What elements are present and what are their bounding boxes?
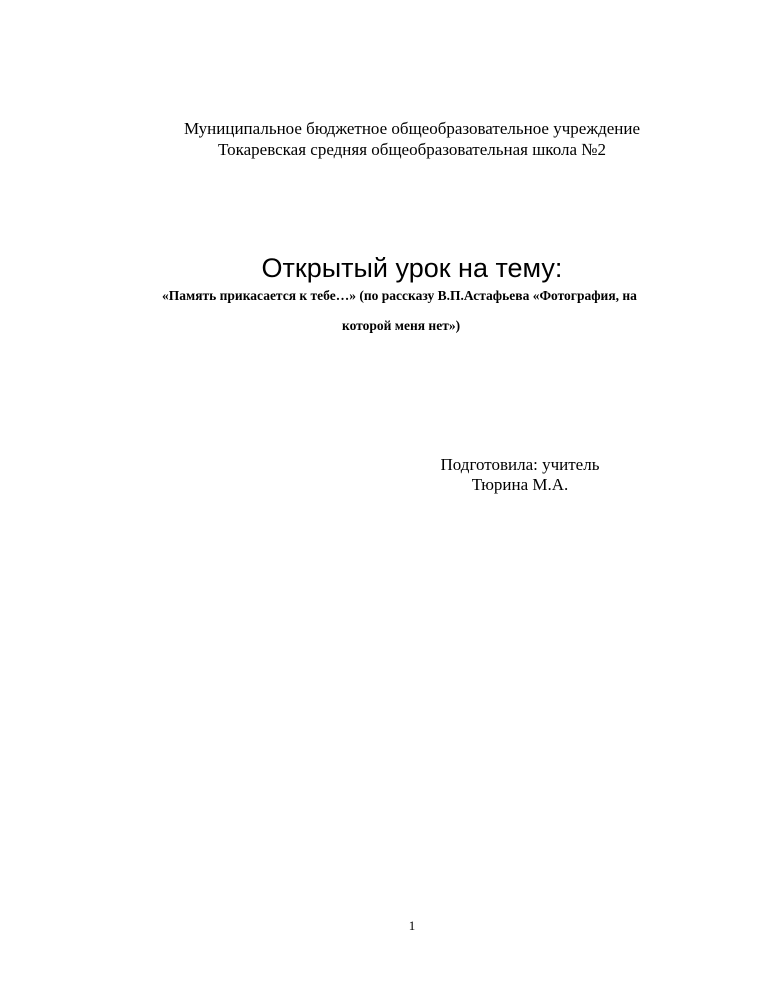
institution-name-line: Муниципальное бюджетное общеобразовательное учреждение (183, 119, 641, 138)
lesson-title: Открытый урок на тему: (261, 253, 563, 283)
author-block (390, 455, 650, 495)
institution-header (0, 118, 768, 160)
lesson-topic-line: «Память прикасается к тебе…» (по рассказу В.П.Астафьева «Фотография, на (162, 288, 637, 303)
author-role: Подготовила: учитель (440, 455, 600, 474)
page-number: 1 (408, 918, 416, 933)
lesson-topic (152, 281, 722, 341)
lesson-topic-line: которой меня нет») (342, 318, 461, 333)
author-name: Тюрина М.А. (471, 475, 569, 494)
school-name-line: Токаревская средняя общеобразовательная школа №2 (218, 140, 606, 159)
